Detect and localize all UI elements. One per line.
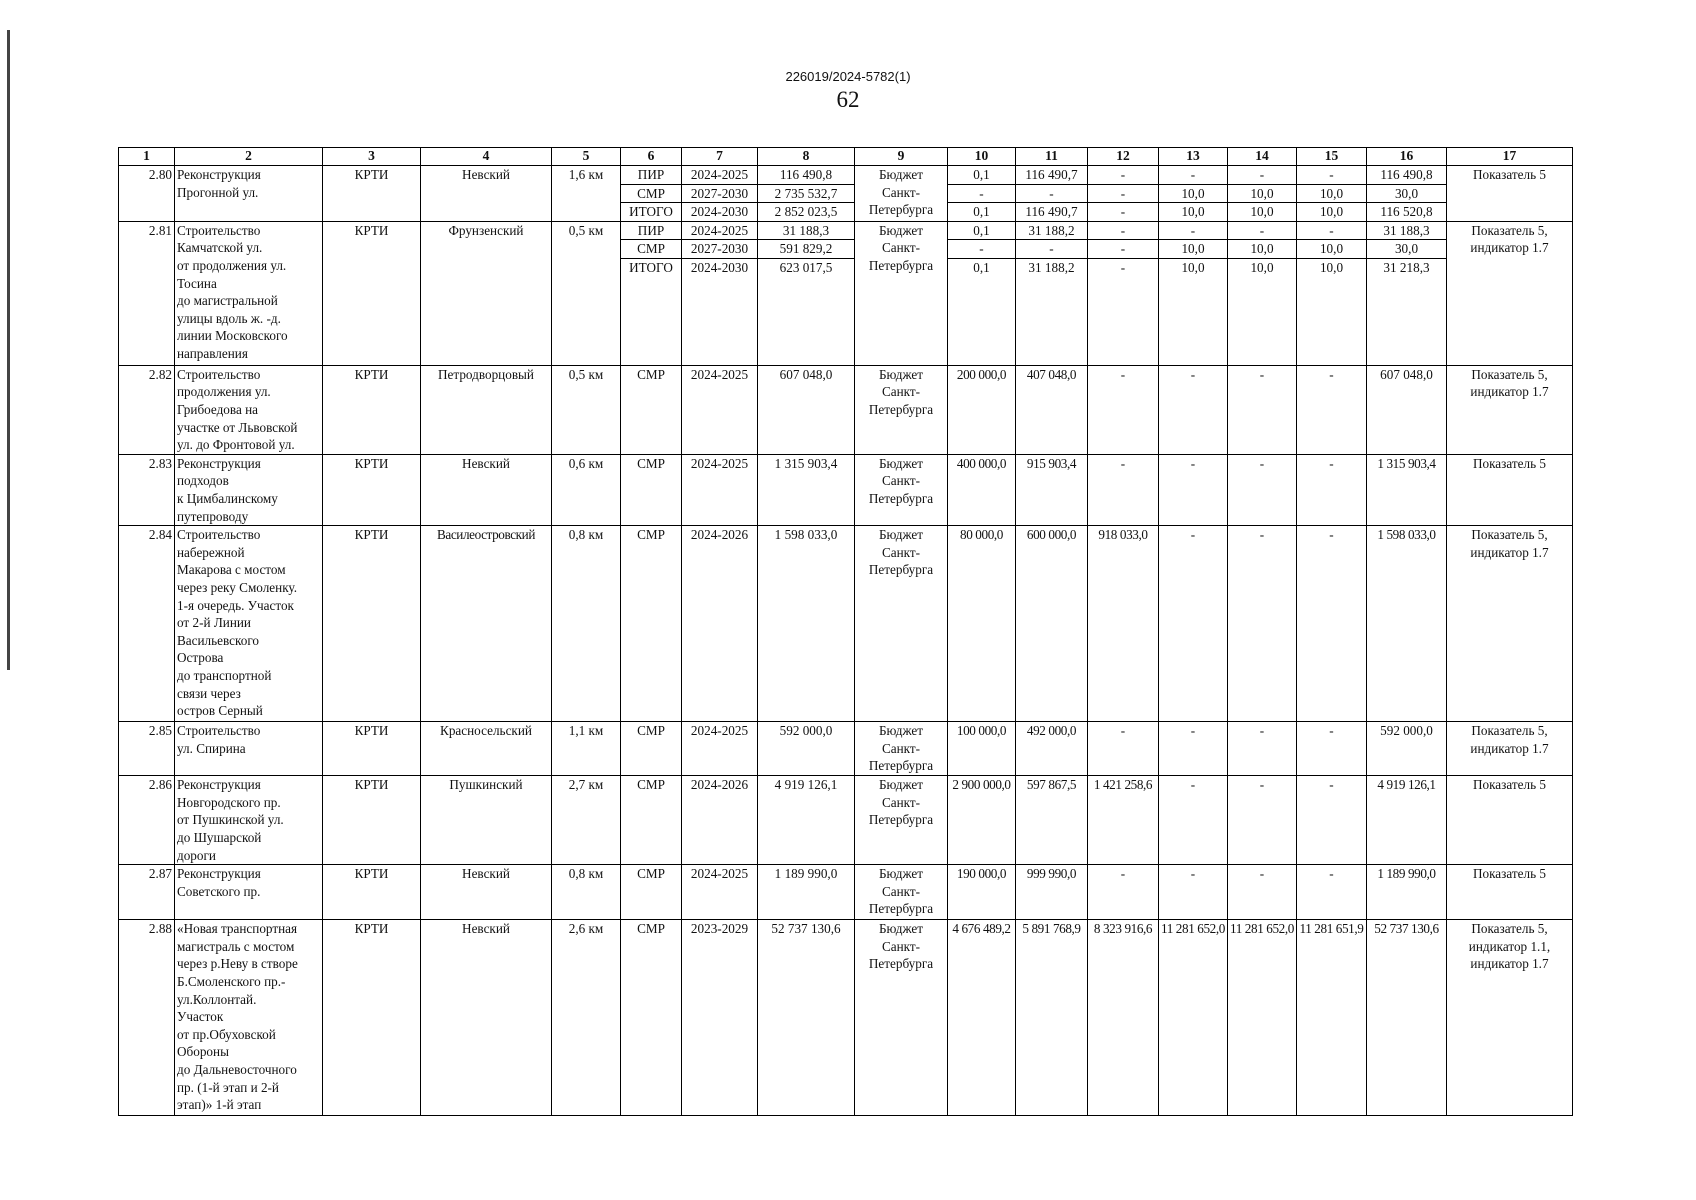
value: 10,0 <box>1297 185 1366 204</box>
col12-cell <box>1088 221 1159 365</box>
value: 10,0 <box>1297 240 1366 259</box>
value: 116 490,7 <box>1025 204 1078 220</box>
value: - <box>1088 865 1159 920</box>
value: 30,0 <box>1367 240 1446 259</box>
stage: СМР <box>621 865 682 920</box>
value: 10,0 <box>1228 240 1296 259</box>
object-name: Строительство Камчатской ул. от продолжения ул. Тосина до магистральной улицы вдоль ж. -д. линии Московского направления <box>175 221 323 365</box>
district: Невский <box>421 166 552 222</box>
object-name: Реконструкция Советского пр. <box>175 865 323 920</box>
value: 600 000,0 <box>1016 526 1088 722</box>
stage: ПИР <box>621 222 681 241</box>
indicator: Показатель 5, индикатор 1.1, индикатор 1.7 <box>1447 920 1573 1116</box>
district: Василеостровский <box>421 526 552 722</box>
value: 8 323 916,6 <box>1088 920 1159 1116</box>
value: 116 520,8 <box>1380 204 1433 220</box>
table-row <box>119 221 1573 365</box>
value: - <box>1159 722 1228 776</box>
total-value: 31 188,3 <box>758 222 854 241</box>
value: 11 281 652,0 <box>1159 920 1228 1116</box>
value: - <box>1159 526 1228 722</box>
length: 1,1 км <box>552 722 621 776</box>
value: 31 218,3 <box>1383 259 1430 275</box>
responsible-org: КРТИ <box>323 722 421 776</box>
value: - <box>1228 222 1296 241</box>
col14-cell <box>1228 221 1297 365</box>
col11-cell <box>1016 221 1088 365</box>
col-header: 3 <box>323 148 421 166</box>
value: 1 189 990,0 <box>1367 865 1447 920</box>
row-number: 2.84 <box>119 526 175 722</box>
value: 10,0 <box>1319 204 1344 220</box>
value: 1 598 033,0 <box>1367 526 1447 722</box>
funding-source: Бюджет Санкт- Петербурга <box>855 365 948 454</box>
value: 999 990,0 <box>1016 865 1088 920</box>
value: - <box>948 240 1015 259</box>
value: 0,1 <box>948 222 1015 241</box>
value: 2 900 000,0 <box>948 776 1016 865</box>
period: 2024-2025 <box>682 166 757 185</box>
funding-source: Бюджет Санкт- Петербурга <box>855 865 948 920</box>
indicator: Показатель 5, индикатор 1.7 <box>1447 722 1573 776</box>
total-value: 2 735 532,7 <box>758 185 854 204</box>
length: 1,6 км <box>552 166 621 222</box>
responsible-org: КРТИ <box>323 526 421 722</box>
value: - <box>1297 222 1366 241</box>
value: 607 048,0 <box>1367 365 1447 454</box>
total-value: 4 919 126,1 <box>758 776 855 865</box>
total-value: 623 017,5 <box>779 259 833 275</box>
funding-source: Бюджет Санкт- Петербурга <box>855 776 948 865</box>
value: - <box>1159 454 1228 525</box>
document-id: 226019/2024-5782(1) <box>785 69 911 84</box>
object-name: Реконструкция Новгородского пр. от Пушкинской ул. до Шушарской дороги <box>175 776 323 865</box>
row-number: 2.86 <box>119 776 175 865</box>
value: - <box>1228 166 1296 185</box>
value: - <box>1120 259 1126 275</box>
col-header: 12 <box>1088 148 1159 166</box>
col-header: 8 <box>758 148 855 166</box>
value: 10,0 <box>1319 259 1344 275</box>
value: - <box>1016 240 1087 259</box>
value: - <box>1228 526 1297 722</box>
value: 4 919 126,1 <box>1367 776 1447 865</box>
responsible-org: КРТИ <box>323 865 421 920</box>
total-value: 1 189 990,0 <box>758 865 855 920</box>
indicator: Показатель 5, индикатор 1.7 <box>1447 526 1573 722</box>
object-name: «Новая транспортная магистраль с мостом через р.Неву в створе Б.Смоленского пр.- ул.Коллонтай. Участок от пр.Обуховской Обороны до Дальневосточного пр. (1-й этап и 2-й этап)» 1-й этап <box>175 920 323 1116</box>
length: 0,5 км <box>552 365 621 454</box>
length: 0,8 км <box>552 865 621 920</box>
value: 1 421 258,6 <box>1088 776 1159 865</box>
value: 5 891 768,9 <box>1016 920 1088 1116</box>
period: 2024-2026 <box>682 776 758 865</box>
indicator: Показатель 5 <box>1447 454 1573 525</box>
col-header: 1 <box>119 148 175 166</box>
col-header: 6 <box>621 148 682 166</box>
stage: ПИР <box>621 166 681 185</box>
col-header: 5 <box>552 148 621 166</box>
value: - <box>1088 365 1159 454</box>
col13-cell <box>1159 221 1228 365</box>
value: 30,0 <box>1367 185 1446 204</box>
total-cell <box>758 166 855 222</box>
program-table <box>118 147 1573 1116</box>
value: 190 000,0 <box>948 865 1016 920</box>
stage: СМР <box>621 920 682 1116</box>
stage-cell <box>621 221 682 365</box>
value: 0,1 <box>973 259 990 275</box>
col13-cell <box>1159 166 1228 222</box>
table-row <box>119 526 1573 722</box>
period: 2024-2025 <box>682 454 758 525</box>
value: 116 490,8 <box>1367 166 1446 185</box>
col10-cell <box>948 166 1016 222</box>
district: Фрунзенский <box>421 221 552 365</box>
length: 2,6 км <box>552 920 621 1116</box>
responsible-org: КРТИ <box>323 776 421 865</box>
table-row <box>119 920 1573 1116</box>
table-row <box>119 776 1573 865</box>
district: Петродворцовый <box>421 365 552 454</box>
value: 10,0 <box>1159 240 1227 259</box>
value: - <box>1228 454 1297 525</box>
col-header: 13 <box>1159 148 1228 166</box>
value: 592 000,0 <box>1367 722 1447 776</box>
row-number: 2.80 <box>119 166 175 222</box>
stage: СМР <box>621 365 682 454</box>
value: 4 676 489,2 <box>948 920 1016 1116</box>
period: 2024-2030 <box>690 204 749 220</box>
stage-cell <box>621 166 682 222</box>
value: 407 048,0 <box>1016 365 1088 454</box>
value: 80 000,0 <box>948 526 1016 722</box>
row-number: 2.87 <box>119 865 175 920</box>
stage: СМР <box>621 776 682 865</box>
value: 200 000,0 <box>948 365 1016 454</box>
value: - <box>1088 722 1159 776</box>
total-value: 591 829,2 <box>758 240 854 259</box>
object-name: Строительство ул. Спирина <box>175 722 323 776</box>
value: - <box>1297 454 1367 525</box>
period: 2024-2026 <box>682 526 758 722</box>
value: - <box>1159 166 1227 185</box>
value: 11 281 651,9 <box>1297 920 1367 1116</box>
object-name: Строительство набережной Макарова с мостом через реку Смоленку. 1-я очередь. Участок от 2-й Линии Васильевского Острова до транспортной связи через остров Серный <box>175 526 323 722</box>
indicator: Показатель 5 <box>1447 166 1573 222</box>
period: 2024-2025 <box>682 722 758 776</box>
district: Невский <box>421 865 552 920</box>
total-value: 2 852 023,5 <box>774 204 838 220</box>
value: - <box>1228 776 1297 865</box>
value: 10,0 <box>1228 185 1296 204</box>
table-row <box>119 365 1573 454</box>
funding-source: Бюджет Санкт- Петербурга <box>855 166 948 222</box>
value: 10,0 <box>1181 259 1205 275</box>
indicator: Показатель 5, индикатор 1.7 <box>1447 221 1573 365</box>
col12-cell <box>1088 166 1159 222</box>
value: - <box>1088 240 1158 259</box>
value: - <box>1297 526 1367 722</box>
total-cell <box>758 221 855 365</box>
value: - <box>1159 222 1227 241</box>
col16-cell <box>1367 166 1447 222</box>
district: Невский <box>421 454 552 525</box>
period: 2027-2030 <box>682 240 757 259</box>
stage: ИТОГО <box>629 259 673 275</box>
district: Красносельский <box>421 722 552 776</box>
table-row <box>119 865 1573 920</box>
total-value: 116 490,8 <box>758 166 854 185</box>
responsible-org: КРТИ <box>323 365 421 454</box>
indicator: Показатель 5, индикатор 1.7 <box>1447 365 1573 454</box>
value: 31 188,3 <box>1367 222 1446 241</box>
object-name: Строительство продолжения ул. Грибоедова на участке от Львовской ул. до Фронтовой ул. <box>175 365 323 454</box>
col11-cell <box>1016 166 1088 222</box>
value: - <box>1016 185 1087 204</box>
value: 11 281 652,0 <box>1228 920 1297 1116</box>
district: Невский <box>421 920 552 1116</box>
object-name: Реконструкция подходов к Цимбалинскому путепроводу <box>175 454 323 525</box>
district: Пушкинский <box>421 776 552 865</box>
table-row <box>119 454 1573 525</box>
indicator: Показатель 5 <box>1447 776 1573 865</box>
value: - <box>1228 722 1297 776</box>
col15-cell <box>1297 166 1367 222</box>
value: - <box>1159 865 1228 920</box>
value: 1 315 903,4 <box>1367 454 1447 525</box>
period: 2024-2025 <box>682 865 758 920</box>
value: 116 490,7 <box>1016 166 1087 185</box>
value: - <box>1088 166 1158 185</box>
value: - <box>1297 776 1367 865</box>
funding-source: Бюджет Санкт- Петербурга <box>855 221 948 365</box>
col-header: 15 <box>1297 148 1367 166</box>
funding-source: Бюджет Санкт- Петербурга <box>855 920 948 1116</box>
period: 2024-2025 <box>682 222 757 241</box>
row-number: 2.82 <box>119 365 175 454</box>
value: - <box>1088 222 1158 241</box>
period-cell <box>682 221 758 365</box>
table-row <box>119 166 1573 222</box>
value: - <box>1088 185 1158 204</box>
value: 10,0 <box>1181 204 1205 220</box>
row-number: 2.83 <box>119 454 175 525</box>
responsible-org: КРТИ <box>323 454 421 525</box>
responsible-org: КРТИ <box>323 221 421 365</box>
col-header: 16 <box>1367 148 1447 166</box>
value: 492 000,0 <box>1016 722 1088 776</box>
period: 2027-2030 <box>682 185 757 204</box>
period: 2024-2025 <box>682 365 758 454</box>
col-header: 2 <box>175 148 323 166</box>
value: - <box>1228 365 1297 454</box>
value: 0,1 <box>973 204 990 220</box>
column-number-row <box>119 148 1573 166</box>
col-header: 7 <box>682 148 758 166</box>
funding-source: Бюджет Санкт- Петербурга <box>855 454 948 525</box>
col10-cell <box>948 221 1016 365</box>
col14-cell <box>1228 166 1297 222</box>
value: - <box>1297 365 1367 454</box>
col-header: 9 <box>855 148 948 166</box>
col-header: 11 <box>1016 148 1088 166</box>
object-name: Реконструкция Прогонной ул. <box>175 166 323 222</box>
value: 31 188,2 <box>1028 259 1075 275</box>
row-number: 2.88 <box>119 920 175 1116</box>
value: 52 737 130,6 <box>1367 920 1447 1116</box>
value: 10,0 <box>1159 185 1227 204</box>
total-value: 592 000,0 <box>758 722 855 776</box>
value: - <box>1297 865 1367 920</box>
stage: ИТОГО <box>629 204 673 220</box>
col15-cell <box>1297 221 1367 365</box>
funding-source: Бюджет Санкт- Петербурга <box>855 722 948 776</box>
total-value: 1 598 033,0 <box>758 526 855 722</box>
table-row <box>119 722 1573 776</box>
value: 915 903,4 <box>1016 454 1088 525</box>
length: 0,5 км <box>552 221 621 365</box>
funding-source: Бюджет Санкт- Петербурга <box>855 526 948 722</box>
value: 918 033,0 <box>1088 526 1159 722</box>
period: 2024-2030 <box>690 259 749 275</box>
value: 10,0 <box>1250 259 1274 275</box>
value: - <box>1297 166 1366 185</box>
stage: СМР <box>621 454 682 525</box>
value: 100 000,0 <box>948 722 1016 776</box>
page-number: 62 <box>836 87 860 112</box>
row-number: 2.85 <box>119 722 175 776</box>
value: - <box>1159 365 1228 454</box>
length: 0,6 км <box>552 454 621 525</box>
col-header: 14 <box>1228 148 1297 166</box>
stage: СМР <box>621 240 681 259</box>
indicator: Показатель 5 <box>1447 865 1573 920</box>
value: - <box>1120 204 1126 220</box>
total-value: 607 048,0 <box>758 365 855 454</box>
value: - <box>1159 776 1228 865</box>
col-header: 10 <box>948 148 1016 166</box>
responsible-org: КРТИ <box>323 920 421 1116</box>
value: 31 188,2 <box>1016 222 1087 241</box>
responsible-org: КРТИ <box>323 166 421 222</box>
binding-edge-mark <box>7 30 10 670</box>
stage: СМР <box>621 526 682 722</box>
col16-cell <box>1367 221 1447 365</box>
total-value: 1 315 903,4 <box>758 454 855 525</box>
total-value: 52 737 130,6 <box>758 920 855 1116</box>
value: - <box>948 185 1015 204</box>
value: 10,0 <box>1250 204 1274 220</box>
col-header: 17 <box>1447 148 1573 166</box>
value: 0,1 <box>948 166 1015 185</box>
value: 400 000,0 <box>948 454 1016 525</box>
value: - <box>1297 722 1367 776</box>
stage: СМР <box>621 185 681 204</box>
value: 597 867,5 <box>1016 776 1088 865</box>
length: 2,7 км <box>552 776 621 865</box>
period-cell <box>682 166 758 222</box>
row-number: 2.81 <box>119 221 175 365</box>
length: 0,8 км <box>552 526 621 722</box>
col-header: 4 <box>421 148 552 166</box>
stage: СМР <box>621 722 682 776</box>
period: 2023-2029 <box>682 920 758 1116</box>
value: - <box>1228 865 1297 920</box>
value: - <box>1088 454 1159 525</box>
